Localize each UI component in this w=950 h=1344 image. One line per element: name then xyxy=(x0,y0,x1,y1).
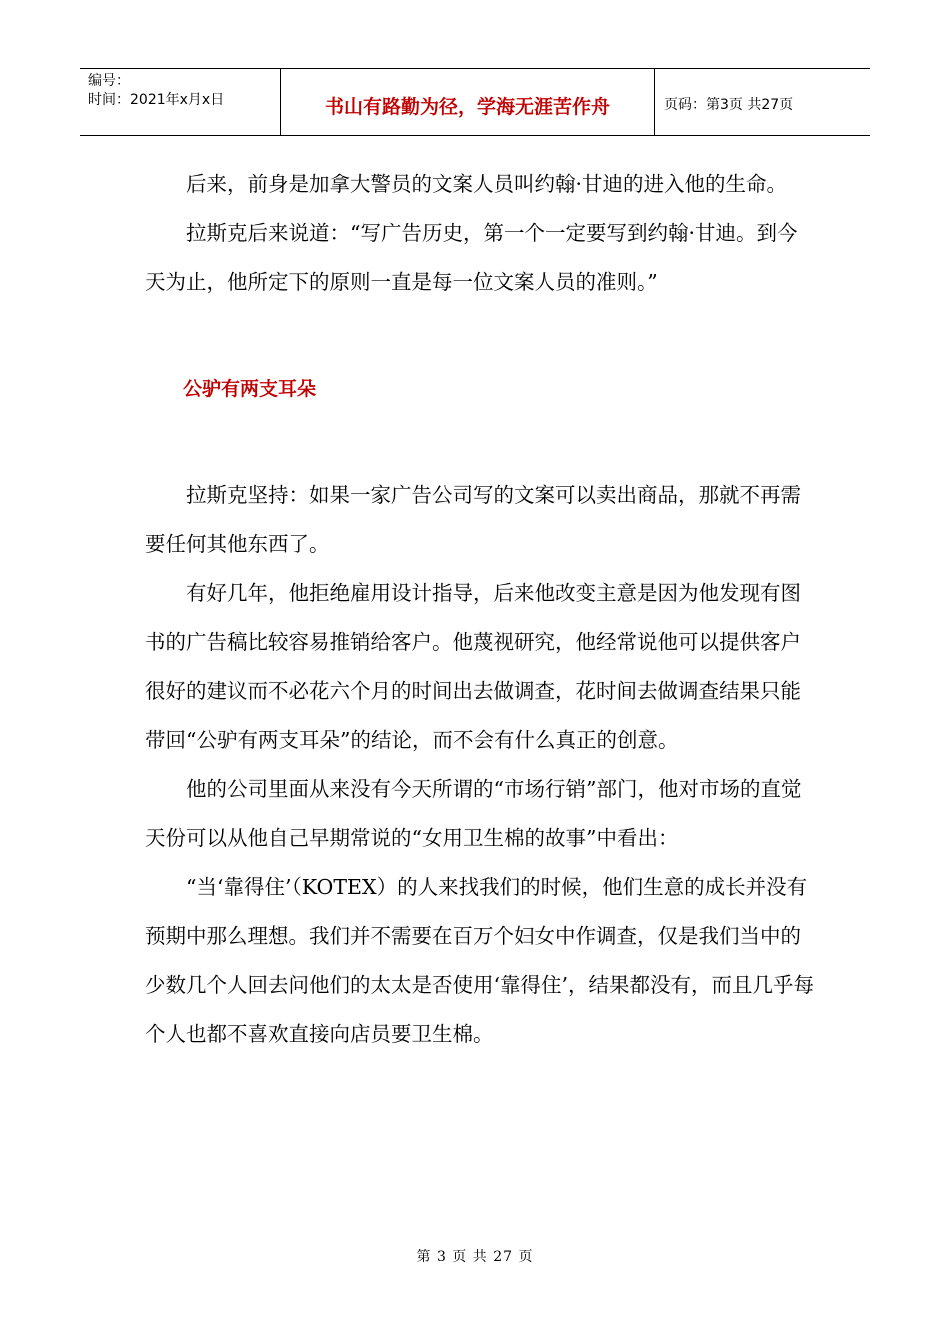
paragraph: 后来，前身是加拿大警员的文案人员叫约翰·甘迪的进入他的生命。 xyxy=(186,172,788,196)
paragraph: “当‘靠得住’（KOTEX）的人来找我们的时候，他们生意的成长并没有预期中那么理想。我们并不需要在百万个妇女中作调查，仅是我们当中的少数几个人回去问他们的太太是否使用‘靠得住’，结果都没有，而且几乎每个人也都不喜欢直接向店员要卫生棉。 xyxy=(145,875,815,1046)
paragraph: 有好几年，他拒绝雇用设计指导，后来他改变主意是因为他发现有图书的广告稿比较容易推销给客户。他蔑视研究，他经常说他可以提供客户很好的建议而不必花六个月的时间出去做调查，花时间去做调查结果只能带回“公驴有两支耳朵”的结论，而不会有什么真正的创意。 xyxy=(145,581,801,752)
document-body xyxy=(145,160,815,1059)
page-footer: 第 3 页 共 27 页 xyxy=(416,1249,534,1265)
paragraph: 他的公司里面从来没有今天所谓的“市场行销”部门，他对市场的直觉天份可以从他自己早期常说的“女用卫生棉的故事”中看出： xyxy=(145,777,802,850)
section-heading: 公驴有两支耳朵 xyxy=(183,378,317,400)
page-header xyxy=(80,68,870,136)
paragraph: 拉斯克坚持：如果一家广告公司写的文案可以卖出商品，那就不再需要任何其他东西了。 xyxy=(145,483,801,556)
header-page-info: 页码：第3页 共27页 xyxy=(664,97,794,113)
header-motto-cell xyxy=(281,69,655,135)
document-number-label: 编号： xyxy=(88,73,130,89)
document-date: 时间：2021年x月x日 xyxy=(88,92,225,108)
paragraph: 拉斯克后来说道：“写广告历史，第一个一定要写到约翰·甘迪。到今天为止，他所定下的原则一直是每一位文案人员的准则。” xyxy=(145,221,798,294)
header-page-cell xyxy=(655,69,870,135)
header-motto: 书山有路勤为径，学海无涯苦作舟 xyxy=(324,95,610,118)
header-meta-cell xyxy=(80,69,281,135)
